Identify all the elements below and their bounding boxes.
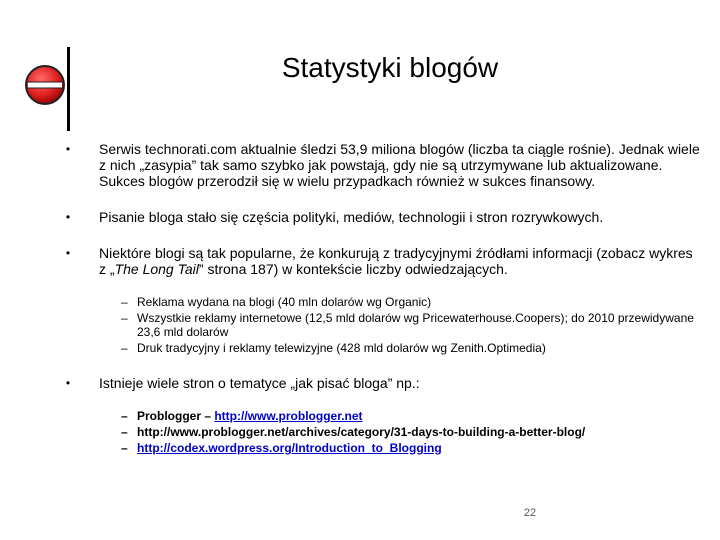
wordpress-codex-link[interactable]: http://codex.wordpress.org/Introduction_to_Blogging [137, 441, 442, 455]
problogger-archive-url: http://www.problogger.net/archives/category/31-days-to-building-a-better-blog/ [137, 425, 586, 439]
bullet-text-before: Niektóre blogi są tak popularne, że konkurują z tradycyjnymi źródłami informacji (zobacz wykres z „ [99, 245, 693, 277]
sub-list-item [121, 425, 702, 439]
sub-marker: – [121, 425, 128, 439]
sub-list-item [121, 295, 702, 309]
sub-marker: – [121, 341, 128, 355]
slide-content [62, 141, 702, 475]
title-divider-line [67, 47, 70, 131]
sub-marker: – [121, 409, 128, 423]
sub-list [121, 409, 702, 455]
page-number: 22 [523, 507, 537, 519]
book-title: The Long Tail [114, 261, 199, 277]
sub-marker: – [121, 295, 128, 309]
bullet-marker: • [65, 210, 71, 224]
sub-item-text: Druk tradycyjny i reklamy telewizyjne (428 mld dolarów wg Zenith.Optimedia) [137, 341, 546, 355]
bullet-text [99, 245, 693, 277]
bullet-marker: • [65, 376, 71, 390]
sub-list [121, 295, 702, 355]
sub-list-item [121, 441, 702, 455]
bullet-item [62, 375, 702, 455]
sub-list-item [121, 409, 702, 423]
red-circle-logo-icon [24, 64, 66, 106]
bullet-marker: • [65, 246, 71, 260]
bullet-text-after: ” strona 187) w kontekście liczby odwiedzających. [198, 261, 508, 277]
sub-marker: – [121, 441, 128, 455]
sub-marker: – [121, 311, 128, 325]
bullet-text: Serwis technorati.com aktualnie śledzi 53,9 miliona blogów (liczba ta ciągle rośnie). Jednak wiele z nich „zasypia” tak samo szybko jak powstają, gdy nie są utrzymywane lub aktualizowane. Sukces blogów przerodził się w wielu przypadkach również w sukces finansowy. [99, 141, 700, 189]
sub-item-text: Wszystkie reklamy internetowe (12,5 mld dolarów wg Pricewaterhouse.Coopers); do 2010 przewidywane 23,6 mld dolarów [137, 311, 694, 339]
slide-title: Statystyki blogów [281, 52, 499, 83]
problogger-link[interactable]: http://www.problogger.net [214, 409, 363, 423]
sub-item-prefix: Problogger – [137, 409, 215, 423]
bullet-item [62, 245, 702, 355]
sub-item-text: Reklama wydana na blogi (40 mln dolarów wg Organic) [137, 295, 432, 309]
bullet-text: Pisanie bloga stało się częścia polityki, mediów, technologii i stron rozrywkowych. [99, 209, 604, 225]
sub-list-item [121, 341, 702, 355]
bullet-marker: • [65, 142, 71, 156]
bullet-item [62, 209, 702, 225]
bullet-item [62, 141, 702, 189]
bullet-text: Istnieje wiele stron o tematyce „jak pisać bloga” np.: [99, 375, 420, 391]
sub-list-item [121, 311, 702, 339]
